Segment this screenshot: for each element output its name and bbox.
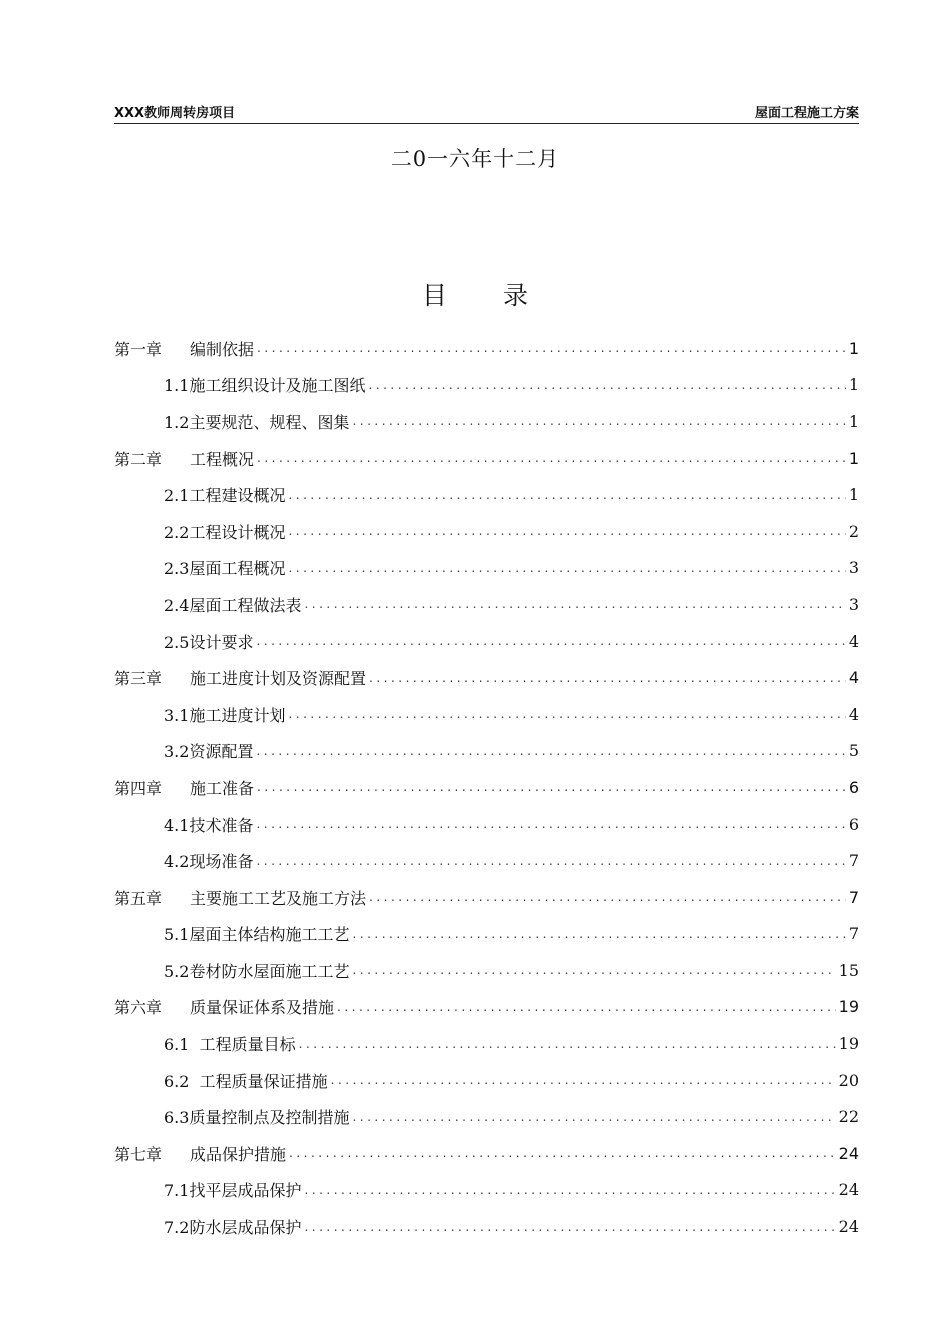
toc-entry-title: 3.1施工进度计划 (164, 705, 286, 725)
toc-entry-title: 2.1工程建设概况 (164, 486, 286, 506)
toc-page-number: 1 (848, 448, 859, 468)
toc-section-entry[interactable] (114, 806, 859, 843)
toc-entry-title: 编制依据 (190, 339, 255, 359)
toc-page-number: 6 (848, 814, 859, 834)
document-date: 二0一六年十二月 (390, 147, 560, 171)
toc-entry-title: 施工准备 (190, 778, 255, 798)
toc-dot-leader (288, 707, 845, 721)
toc-section-entry[interactable] (114, 513, 859, 550)
toc-entry-title: 3.2资源配置 (164, 742, 254, 762)
toc-dot-leader (288, 488, 845, 502)
toc-title-left: 目 (421, 281, 447, 310)
page-header (114, 102, 859, 124)
toc-section-entry[interactable] (114, 550, 859, 587)
toc-chapter-number: 第五章 (114, 888, 163, 908)
toc-dot-leader (304, 1220, 835, 1234)
toc-entry-title: 4.2现场准备 (164, 852, 254, 872)
toc-title-right: 录 (503, 281, 529, 310)
toc-page-number: 3 (848, 594, 859, 614)
toc-section-entry[interactable] (114, 733, 859, 770)
toc-page-number: 7 (848, 924, 859, 944)
header-document-title: 屋面工程施工方案 (754, 106, 859, 121)
toc-dot-leader (352, 414, 845, 428)
toc-chapter-entry[interactable] (114, 330, 859, 367)
toc-entry-title: 2.3屋面工程概况 (164, 559, 286, 579)
toc-section-entry[interactable] (114, 952, 859, 989)
toc-page-number: 22 (838, 1107, 859, 1127)
toc-page-number: 6 (848, 777, 859, 797)
toc-page-number: 1 (848, 375, 859, 395)
toc-page-number: 4 (848, 704, 859, 724)
toc-page-number: 4 (848, 631, 859, 651)
table-of-contents (114, 330, 859, 1245)
toc-chapter-number: 第六章 (114, 998, 163, 1018)
toc-chapter-number: 第二章 (114, 449, 163, 469)
toc-section-entry[interactable] (114, 842, 859, 879)
toc-chapter-entry[interactable] (114, 440, 859, 477)
toc-section-entry[interactable] (114, 1172, 859, 1209)
toc-entry-title: 1.2主要规范、规程、图集 (164, 412, 350, 432)
toc-page-number: 1 (848, 485, 859, 505)
toc-page-number: 24 (838, 1217, 859, 1237)
toc-page-number: 1 (848, 411, 859, 431)
toc-entry-title: 4.1技术准备 (164, 815, 254, 835)
toc-entry-title: 主要施工工艺及施工方法 (190, 888, 367, 908)
toc-section-entry[interactable] (114, 623, 859, 660)
toc-section-entry[interactable] (114, 586, 859, 623)
toc-dot-leader (256, 817, 845, 831)
toc-page-number: 7 (848, 887, 859, 907)
toc-section-entry[interactable] (114, 1062, 859, 1099)
toc-entry-title: 2.4屋面工程做法表 (164, 595, 302, 615)
toc-entry-title: 2.5设计要求 (164, 632, 254, 652)
toc-section-entry[interactable] (114, 476, 859, 513)
toc-page-number: 5 (848, 741, 859, 761)
toc-entry-title: 6.1 工程质量目标 (164, 1035, 296, 1055)
toc-entry-title: 工程概况 (190, 449, 255, 469)
toc-chapter-entry[interactable] (114, 769, 859, 806)
toc-title (0, 276, 950, 312)
toc-chapter-number: 第四章 (114, 778, 163, 798)
toc-dot-leader (257, 341, 846, 355)
toc-dot-leader (331, 1073, 836, 1087)
toc-page-number: 19 (838, 1034, 859, 1054)
toc-dot-leader (304, 1183, 835, 1197)
toc-page-number: 24 (838, 1143, 859, 1163)
toc-section-entry[interactable] (114, 1208, 859, 1245)
toc-dot-leader (369, 890, 846, 904)
toc-dot-leader (256, 634, 845, 648)
toc-entry-title: 成品保护措施 (190, 1144, 287, 1164)
toc-dot-leader (299, 1037, 836, 1051)
toc-section-entry[interactable] (114, 403, 859, 440)
toc-section-entry[interactable] (114, 916, 859, 953)
toc-chapter-number: 第七章 (114, 1144, 163, 1164)
toc-chapter-entry[interactable] (114, 879, 859, 916)
toc-page-number: 15 (838, 960, 859, 980)
toc-dot-leader (337, 1000, 836, 1014)
toc-dot-leader (289, 1146, 836, 1160)
toc-entry-title: 质量保证体系及措施 (190, 998, 335, 1018)
toc-page-number: 19 (838, 997, 859, 1017)
toc-entry-title: 1.1施工组织设计及施工图纸 (164, 376, 366, 396)
toc-dot-leader (257, 451, 846, 465)
toc-page-number: 2 (848, 521, 859, 541)
toc-dot-leader (352, 927, 845, 941)
toc-entry-title: 5.1屋面主体结构施工工艺 (164, 925, 350, 945)
toc-dot-leader (352, 963, 835, 977)
toc-section-entry[interactable] (114, 1098, 859, 1135)
toc-section-entry[interactable] (114, 367, 859, 404)
toc-chapter-number: 第三章 (114, 669, 163, 689)
toc-dot-leader (304, 597, 845, 611)
toc-entry-title: 7.1找平层成品保护 (164, 1181, 302, 1201)
toc-chapter-entry[interactable] (114, 659, 859, 696)
toc-chapter-number: 第一章 (114, 339, 163, 359)
toc-page-number: 4 (848, 668, 859, 688)
toc-entry-title: 2.2工程设计概况 (164, 522, 286, 542)
toc-page-number: 7 (848, 851, 859, 871)
toc-chapter-entry[interactable] (114, 1135, 859, 1172)
toc-entry-title: 5.2卷材防水屋面施工工艺 (164, 961, 350, 981)
toc-entry-title: 6.2 工程质量保证措施 (164, 1071, 328, 1091)
toc-entry-title: 施工进度计划及资源配置 (190, 669, 367, 689)
toc-section-entry[interactable] (114, 696, 859, 733)
toc-dot-leader (352, 1110, 835, 1124)
header-project-name: XXX教师周转房项目 (114, 106, 236, 121)
toc-entry-title: 7.2防水层成品保护 (164, 1218, 302, 1238)
toc-dot-leader (368, 378, 845, 392)
toc-dot-leader (256, 744, 845, 758)
toc-chapter-entry[interactable] (114, 989, 859, 1026)
toc-dot-leader (257, 780, 846, 794)
toc-page-number: 3 (848, 558, 859, 578)
toc-dot-leader (256, 854, 845, 868)
toc-page-number: 20 (838, 1070, 859, 1090)
toc-section-entry[interactable] (114, 1025, 859, 1062)
toc-dot-leader (288, 561, 845, 575)
toc-dot-leader (288, 524, 845, 538)
toc-page-number: 24 (838, 1180, 859, 1200)
toc-dot-leader (369, 671, 846, 685)
toc-page-number: 1 (848, 338, 859, 358)
toc-entry-title: 6.3质量控制点及控制措施 (164, 1108, 350, 1128)
